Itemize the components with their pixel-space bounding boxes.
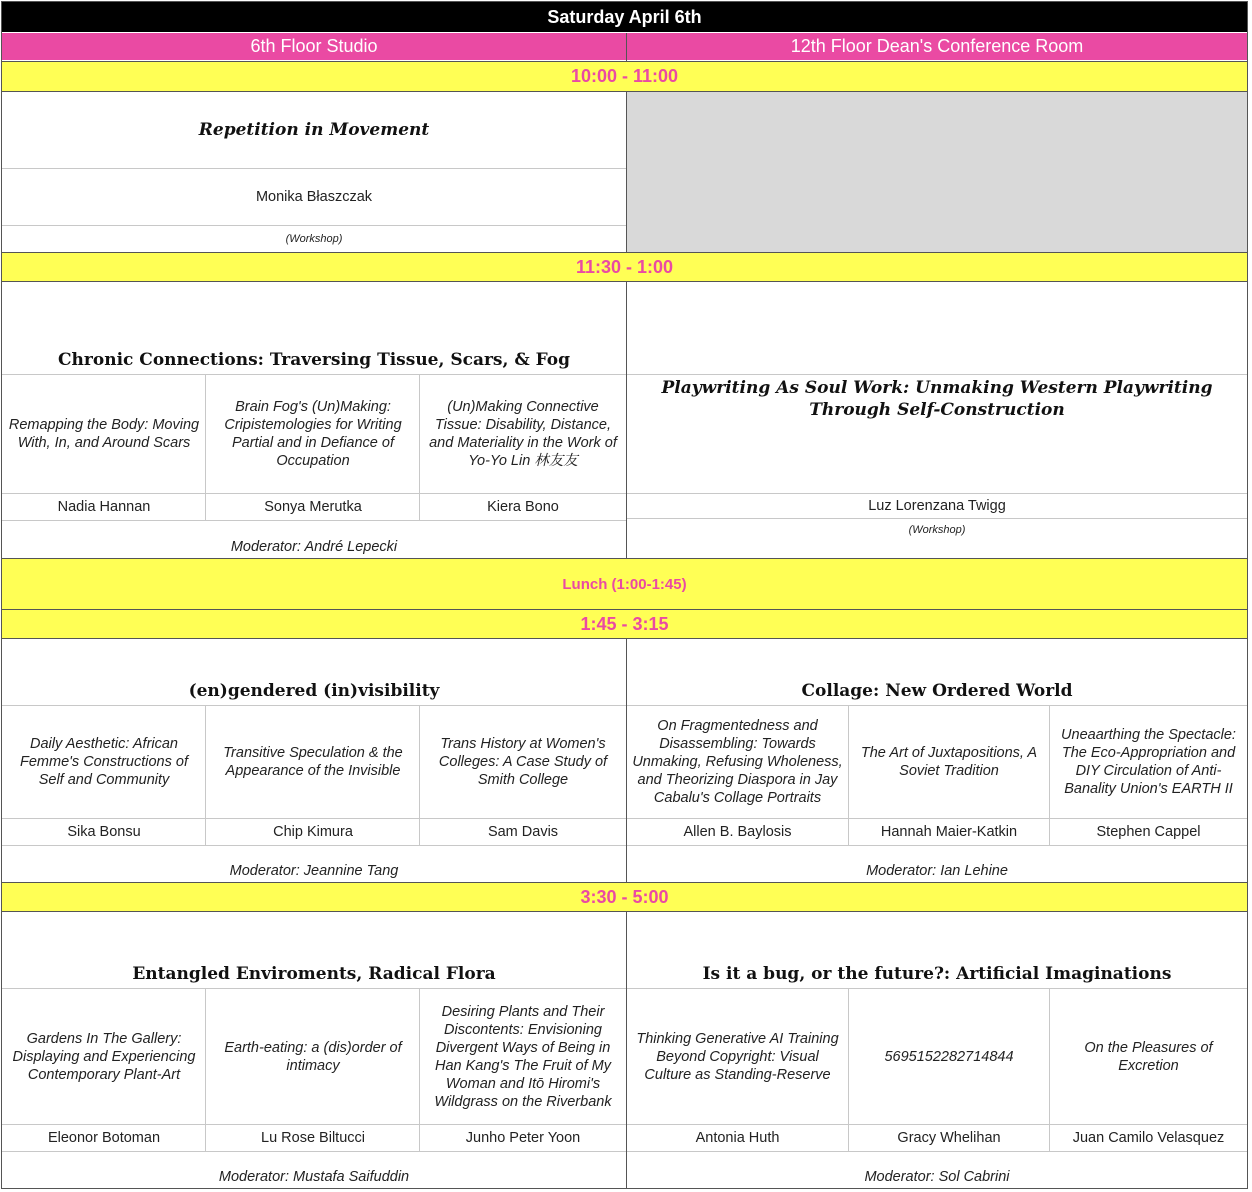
- presenter-name: Antonia Huth: [695, 1130, 780, 1146]
- session-title: Repetition in Movement: [198, 120, 430, 140]
- paper-title: The Art of Juxtapositions, A Soviet Tradition: [860, 745, 1038, 779]
- presenter-name: Stephen Cappel: [1096, 824, 1201, 840]
- session-format: (Workshop): [285, 233, 343, 245]
- paper-title: Thinking Generative AI Training Beyond Copyright: Visual Culture as Standing-Reserve: [636, 1030, 839, 1083]
- moderator: Moderator: Mustafa Saifuddin: [218, 1169, 410, 1185]
- time-slot-3: 1:45 - 3:15: [2, 609, 1247, 639]
- time-slot-4: 3:30 - 5:00: [2, 882, 1247, 912]
- moderator: Moderator: Jeannine Tang: [229, 863, 399, 879]
- session-title: Chronic Connections: Traversing Tissue, Scars, & Fog: [58, 350, 570, 370]
- paper-title: Transitive Speculation & the Appearance of the Invisible: [223, 745, 403, 779]
- paper-title: Remapping the Body: Moving With, In, and Around Scars: [8, 417, 200, 451]
- presenter-name: Lu Rose Biltucci: [261, 1130, 365, 1146]
- presenter-name: Nadia Hannan: [57, 499, 151, 515]
- lunch-break: Lunch (1:00-1:45): [2, 558, 1247, 610]
- presenter-name: Junho Peter Yoon: [465, 1130, 581, 1146]
- presenter-name: Sika Bonsu: [67, 824, 141, 840]
- paper-title: Gardens In The Gallery: Displaying and Experiencing Contemporary Plant-Art: [12, 1030, 196, 1083]
- presenter-name: Juan Camilo Velasquez: [1072, 1130, 1225, 1146]
- session-title: Entangled Enviroments, Radical Flora: [132, 964, 496, 984]
- paper-title: On Fragmentedness and Disassembling: Towards Unmaking, Refusing Wholeness, and Theorizing Diaspora in Jay Cabalu's Collage Portraits: [632, 718, 843, 806]
- paper-title: Desiring Plants and Their Discontents: Envisioning Divergent Ways of Being in Han Kang's The Fruit of My Woman and Itō Hiromi's Wildgrass on the Riverbank: [434, 1003, 612, 1110]
- presenter-name: Eleonor Botoman: [47, 1130, 161, 1146]
- presenter-name: Kiera Bono: [487, 499, 559, 515]
- room-header-6th-floor: 6th Floor Studio: [2, 33, 626, 60]
- room-header-12th-floor: 12th Floor Dean's Conference Room: [627, 33, 1247, 60]
- presenter-name: Gracy Whelihan: [897, 1130, 1001, 1146]
- day-title: Saturday April 6th: [2, 2, 1247, 32]
- paper-title: Brain Fog's (Un)Making: Cripistemologies for Writing Partial and in Defiance of Occupation: [224, 399, 402, 469]
- session-title: Playwriting As Soul Work: Unmaking Western Playwriting Through Self-Construction: [661, 378, 1213, 420]
- paper-title: Uneaarthing the Spectacle: The Eco-Appropriation and DIY Circulation of Anti-Banality Union's EARTH II: [1061, 727, 1236, 797]
- moderator: Moderator: Ian Lehine: [866, 863, 1008, 879]
- session-format: (Workshop): [908, 524, 966, 536]
- presenter-name: Chip Kimura: [273, 824, 353, 840]
- time-slot-2: 11:30 - 1:00: [2, 252, 1247, 282]
- moderator: Moderator: André Lepecki: [230, 539, 398, 555]
- presenter-name: Allen B. Baylosis: [683, 824, 792, 840]
- session-title: Collage: New Ordered World: [801, 681, 1073, 701]
- presenter-name: Sonya Merutka: [264, 499, 362, 515]
- presenter-name: Sam Davis: [487, 824, 559, 840]
- moderator: Moderator: Sol Cabrini: [864, 1169, 1010, 1185]
- paper-title: On the Pleasures of Excretion: [1084, 1039, 1213, 1074]
- paper-title: 5695152282714844: [884, 1048, 1014, 1065]
- empty-cell: [627, 92, 1247, 252]
- time-slot-1: 10:00 - 11:00: [2, 61, 1247, 92]
- session-title: Is it a bug, or the future?: Artificial Imaginations: [702, 964, 1172, 984]
- paper-title: Earth-eating: a (dis)order of intimacy: [224, 1039, 402, 1074]
- session-title: (en)gendered (in)visibility: [188, 681, 440, 701]
- paper-title: Trans History at Women's Colleges: A Case Study of Smith College: [438, 736, 608, 788]
- presenter-name: Hannah Maier-Katkin: [880, 824, 1018, 840]
- paper-title: (Un)Making Connective Tissue: Disability, Distance, and Materiality in the Work of Yo-Yo Lin 林友友: [429, 399, 617, 469]
- paper-title: Daily Aesthetic: African Femme's Constructions of Self and Community: [20, 736, 188, 788]
- presenter-name: Monika Błaszczak: [255, 189, 373, 205]
- presenter-name: Luz Lorenzana Twigg: [868, 498, 1006, 514]
